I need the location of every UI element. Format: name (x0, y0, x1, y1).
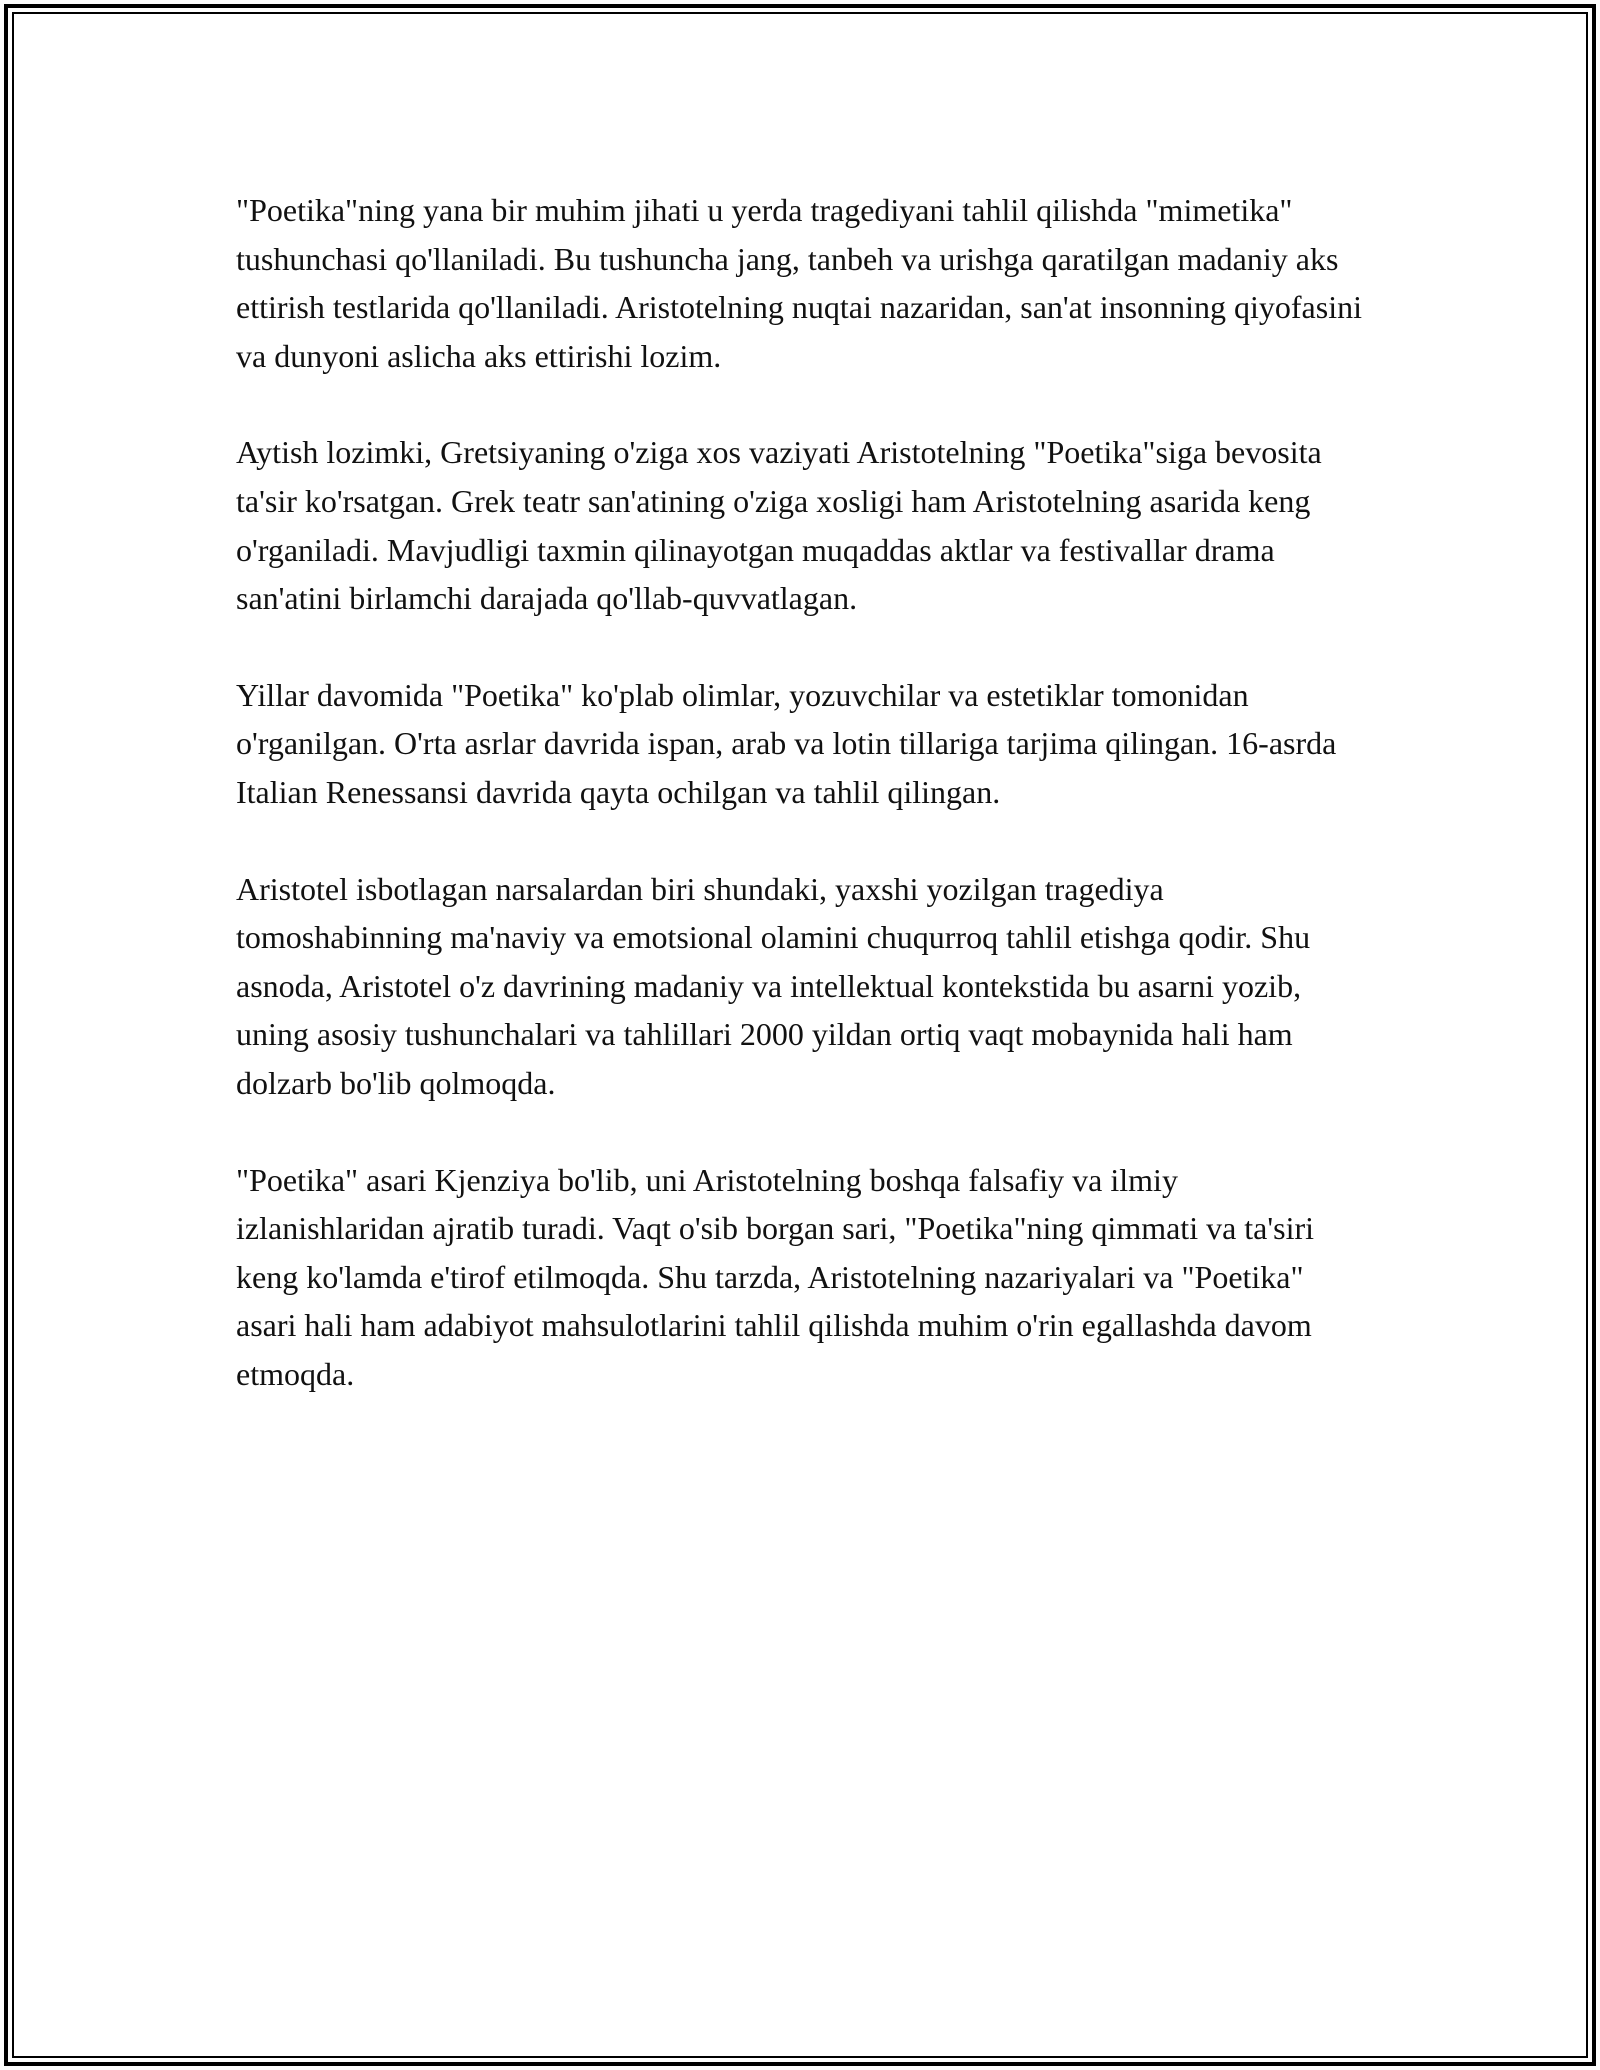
paragraph-4: Aristotel isbotlagan narsalardan biri shundaki, yaxshi yozilgan tragediya tomoshabinning ma'naviy va emotsional olamini chuqurroq tahlil etishga qodir. Shu asnoda, Aristotel o'z davrining madaniy va intellektual kontekstida bu asarni yozib, uning asosiy tushunchalari va tahlillari 2000 yildan ortiq vaqt mobaynida hali ham dolzarb bo'lib qolmoqda. (236, 870, 1311, 1101)
paragraph-2: Aytish lozimki, Gretsiyaning o'ziga xos vaziyati Aristotelning "Poetika"siga bevosita ta'sir ko'rsatgan. Grek teatr san'atining o'ziga xosligi ham Aristotelning asarida keng o'rganiladi. Mavjudligi taxmin qilinayotgan muqaddas aktlar va festivallar drama san'atini birlamchi darajada qo'llab-quvvatlagan. (236, 434, 1322, 617)
paragraph-5: "Poetika" asari Kjenziya bo'lib, uni Aristotelning boshqa falsafiy va ilmiy izlanishlaridan ajratib turadi. Vaqt o'sib borgan sari, "Poetika"ning qimmati va ta'siri keng ko'lamda e'tirof etilmoqda. Shu tarzda, Aristotelning nazariyalari va "Poetika" asari hali ham adabiyot mahsulotlarini tahlil qilishda muhim o'rin egallashda davom etmoqda. (236, 1161, 1315, 1392)
document-body (236, 186, 1366, 1446)
paragraph-1: "Poetika"ning yana bir muhim jihati u yerda tragediyani tahlil qilishda "mimetika" tushunchasi qo'llaniladi. Bu tushuncha jang, tanbeh va urishga qaratilgan madaniy aks ettirish testlarida qo'llaniladi. Aristotelning nuqtai nazaridan, san'at insonning qiyofasini va dunyoni aslicha aks ettirishi lozim. (236, 192, 1362, 374)
paragraph-3: Yillar davomida "Poetika" ko'plab olimlar, yozuvchilar va estetiklar tomonidan o'rganilgan. O'rta asrlar davrida ispan, arab va lotin tillariga tarjima qilingan. 16-asrda Italian Renessansi davrida qayta ochilgan va tahlil qilingan. (236, 676, 1337, 810)
